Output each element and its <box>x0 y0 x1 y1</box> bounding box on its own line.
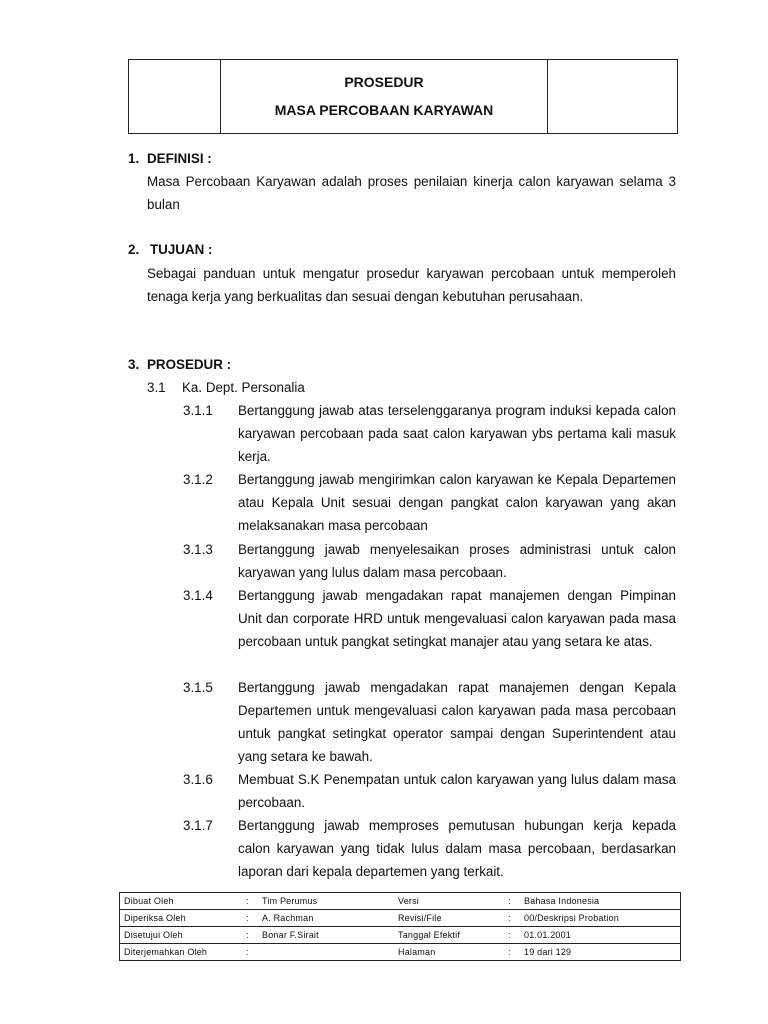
item-number: 3.1.6 <box>183 772 213 787</box>
footer-label: Versi <box>394 893 504 910</box>
section-prosedur-heading <box>128 357 231 372</box>
footer-row <box>120 944 680 961</box>
header-info-cell <box>548 60 677 133</box>
footer-label: Dibuat Oleh <box>120 893 242 910</box>
footer-row <box>120 893 680 910</box>
subsection-heading <box>147 380 305 395</box>
section-title: TUJUAN : <box>150 242 213 257</box>
section-title: DEFINISI : <box>147 151 212 166</box>
item-text: Bertanggung jawab mengadakan rapat manajemen dengan Pimpinan Unit dan corporate HRD untuk mengevaluasi calon karyawan pada masa percobaan untuk pangkat setingkat manajer atau yang setara ke atas. <box>238 588 676 649</box>
footer-value: Bonar F.Sirait <box>258 927 394 944</box>
section-number: 2. <box>128 242 140 257</box>
footer-separator: : <box>242 910 258 927</box>
doc-title-line2: MASA PERCOBAAN KARYAWAN <box>274 102 494 118</box>
footer-value: A. Rachman <box>258 910 394 927</box>
footer-separator: : <box>504 893 520 910</box>
item-number: 3.1.2 <box>183 472 213 487</box>
footer-value: 19 dari 129 <box>524 947 572 957</box>
item-number: 3.1.4 <box>183 588 213 603</box>
header-logo-cell <box>129 60 221 133</box>
item-text: Bertanggung jawab memproses pemutusan hubungan kerja kepada calon karyawan yang tidak lulus dalam masa percobaan, berdasarkan laporan dari kepala departemen yang terkait. <box>238 818 676 879</box>
section-title: PROSEDUR : <box>147 357 232 372</box>
doc-title-line1: PROSEDUR <box>344 74 424 90</box>
item-text: Bertanggung jawab atas terselenggaranya program induksi kepada calon karyawan percobaan pada saat calon karyawan ybs pertama kali masuk kerja. <box>238 403 676 464</box>
footer-row <box>120 927 680 944</box>
item-number: 3.1.1 <box>183 403 213 418</box>
footer-separator: : <box>504 927 520 944</box>
document-footer-table <box>119 892 681 961</box>
section-definisi-body: Masa Percobaan Karyawan adalah proses penilaian kinerja calon karyawan selama 3 bulan <box>147 174 676 212</box>
subsection-number: 3.1 <box>147 380 166 395</box>
footer-label: Halaman <box>398 947 436 957</box>
footer-separator: : <box>508 947 511 957</box>
footer-label: Revisi/File <box>394 910 504 927</box>
item-number: 3.1.7 <box>183 818 213 833</box>
footer-separator: : <box>242 927 258 944</box>
footer-row <box>120 910 680 927</box>
footer-separator: : <box>246 947 249 957</box>
footer-label: Tanggal Efektif <box>394 927 504 944</box>
item-number: 3.1.5 <box>183 680 213 695</box>
section-number: 1. <box>128 151 140 166</box>
footer-separator: : <box>242 893 258 910</box>
footer-value: Tim Perumus <box>258 893 394 910</box>
section-definisi-heading <box>128 151 212 166</box>
footer-label: Diterjemahkan Oleh <box>124 947 208 957</box>
footer-value: 01.01.2001 <box>520 927 680 944</box>
header-title-cell <box>221 60 548 133</box>
item-text: Membuat S.K Penempatan untuk calon karyawan yang lulus dalam masa percobaan. <box>238 772 676 810</box>
footer-label: Disetujui Oleh <box>120 927 242 944</box>
footer-value: Bahasa Indonesia <box>520 893 680 910</box>
footer-value: 00/Deskripsi Probation <box>520 910 680 927</box>
item-text: Bertanggung jawab mengadakan rapat manajemen dengan Kepala Departemen untuk mengevaluasi calon karyawan pada masa percobaan untuk pangkat setingkat operator sampai dengan Superintendent atau yang setara ke bawah. <box>238 680 676 764</box>
item-text: Bertanggung jawab menyelesaikan proses administrasi untuk calon karyawan yang lulus dalam masa percobaan. <box>238 542 676 580</box>
section-tujuan-body: Sebagai panduan untuk mengatur prosedur karyawan percobaan untuk memperoleh tenaga kerja yang berkualitas dan sesuai dengan kebutuhan perusahaan. <box>147 266 676 304</box>
footer-value <box>258 944 394 961</box>
subsection-title: Ka. Dept. Personalia <box>182 380 305 395</box>
section-tujuan-heading <box>128 242 213 257</box>
document-header <box>128 59 678 134</box>
section-number: 3. <box>128 357 140 372</box>
footer-separator: : <box>504 910 520 927</box>
item-text: Bertanggung jawab mengirimkan calon karyawan ke Kepala Departemen atau Kepala Unit sesuai dengan pangkat calon karyawan yang akan melaksanakan masa percobaan <box>238 472 676 533</box>
item-number: 3.1.3 <box>183 542 213 557</box>
footer-label: Diperiksa Oleh <box>120 910 242 927</box>
